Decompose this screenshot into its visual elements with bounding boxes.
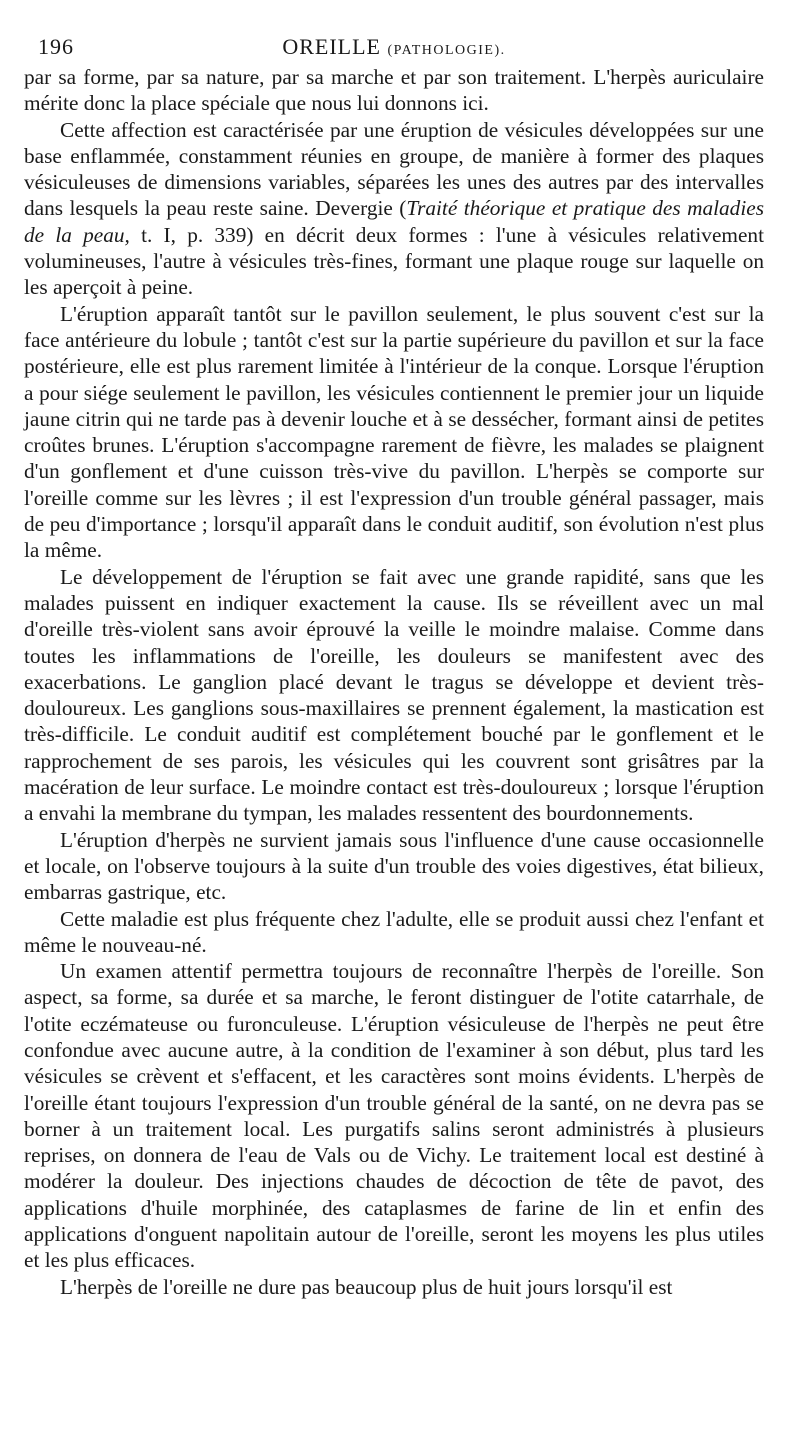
paragraph-5: L'éruption d'herpès ne survient jamais sous l'influence d'une cause occasionnelle et locale, on l'observe toujours à la suite d'un trouble des voies digestives, état bilieux, embarras gastrique, etc. — [24, 827, 764, 905]
paragraph-8: L'herpès de l'oreille ne dure pas beaucoup plus de huit jours lorsqu'il est — [60, 1274, 673, 1299]
paragraph-7: Un examen attentif permettra toujours de reconnaître l'herpès de l'oreille. Son aspect, sa forme, sa durée et sa marche, le feront distinguer de l'otite catarrhale, de l'otite eczémateuse ou furonculeuse. L'éruption vésiculeuse de l'herpès ne peut être confondue avec aucune autre, à la condition de l'examiner à son début, plus tard les vésicules se crèvent et s'effacent, et les caractères sont moins évidents. L'herpès de l'oreille étant toujours l'expression d'un trouble général de la santé, on ne devra pas se borner à un traitement local. Les purgatifs salins seront administrés à plusieurs reprises, on donnera de l'eau de Vals ou de Vichy. Le traitement local est destiné à modérer la douleur. Des injections chaudes de décoction de tête de pavot, des applications d'huile morphinée, des cataplasmes de farine de lin et enfin des applications d'onguent napolitain autour de l'oreille, seront les moyens les plus utiles et les plus efficaces. — [24, 959, 764, 1273]
running-head — [24, 28, 764, 64]
header-title-sub: (PATHOLOGIE). — [387, 43, 506, 58]
paragraph-3: L'éruption apparaît tantôt sur le pavillon seulement, le plus souvent c'est sur la face antérieure du lobule ; tantôt c'est sur la partie supérieure du pavillon et sur la face postérieure, elle est plus rarement limitée à l'intérieur de la conque. Lorsque l'éruption a pour siége seulement le pavillon, les vésicules contiennent le premier jour un liquide jaune citrin qui ne tarde pas à devenir louche et à se dessécher, formant ainsi de petites croûtes brunes. L'éruption s'accompagne rarement de fièvre, les malades se plaignent d'un gonflement et d'une cuisson très-vive du pavillon. L'herpès se comporte sur l'oreille comme sur les lèvres ; il est l'expression d'un trouble général passager, mais de peu d'importance ; lorsqu'il apparaît dans le conduit auditif, son évolution n'est plus la même. — [24, 301, 764, 563]
body-text — [24, 64, 764, 1300]
header-title — [24, 34, 764, 60]
paragraph-2-text-start: Cette affection est caractérisée par une éruption de vésicules développées sur une base enflammée, constamment réunies en groupe, de manière à former des plaques vésiculeuses de dimensions variables, séparées les unes des autres par des intervalles dans lesquels la peau reste saine. Devergie ( — [24, 117, 764, 221]
paragraph-4: Le développement de l'éruption se fait avec une grande rapidité, sans que les malades puissent en indiquer exactement la cause. Ils se réveillent avec un mal d'oreille très-violent sans avoir éprouvé la veille le moindre malaise. Comme dans toutes les inflammations de l'oreille, les douleurs se manifestent avec des exacerbations. Le ganglion placé devant le tragus se développe et devient très-douloureux. Les ganglions sous-maxillaires se prennent également, la mastication est très-difficile. Le conduit auditif est complétement bouché par le gonflement et le rapprochement de ses parois, les vésicules qui les couvrent sont grisâtres par la macération de leur surface. Le moindre contact est très-douloureux ; lorsque l'éruption a envahi la membrane du tympan, les malades ressentent des bourdonnements. — [24, 564, 764, 826]
paragraph-6: Cette maladie est plus fréquente chez l'adulte, elle se produit aussi chez l'enfant et même le nouveau-né. — [24, 906, 764, 957]
header-title-main: OREILLE — [282, 34, 381, 59]
cited-work-title: Traité théorique et pratique des maladies de la peau, — [24, 196, 764, 247]
page-number: 196 — [38, 34, 74, 59]
paragraph-1: par sa forme, par sa nature, par sa marche et par son traitement. L'herpès auriculaire mérite donc la place spéciale que nous lui donnons ici. — [24, 65, 764, 116]
paragraph-2-text-end: t. I, p. 339) en décrit deux formes : l'une à vésicules relativement volumineuses, l'autre à vésicules très-fines, formant une plaque rouge sur laquelle on les aperçoit à peine. — [24, 222, 764, 300]
paragraph-2 — [24, 117, 764, 301]
